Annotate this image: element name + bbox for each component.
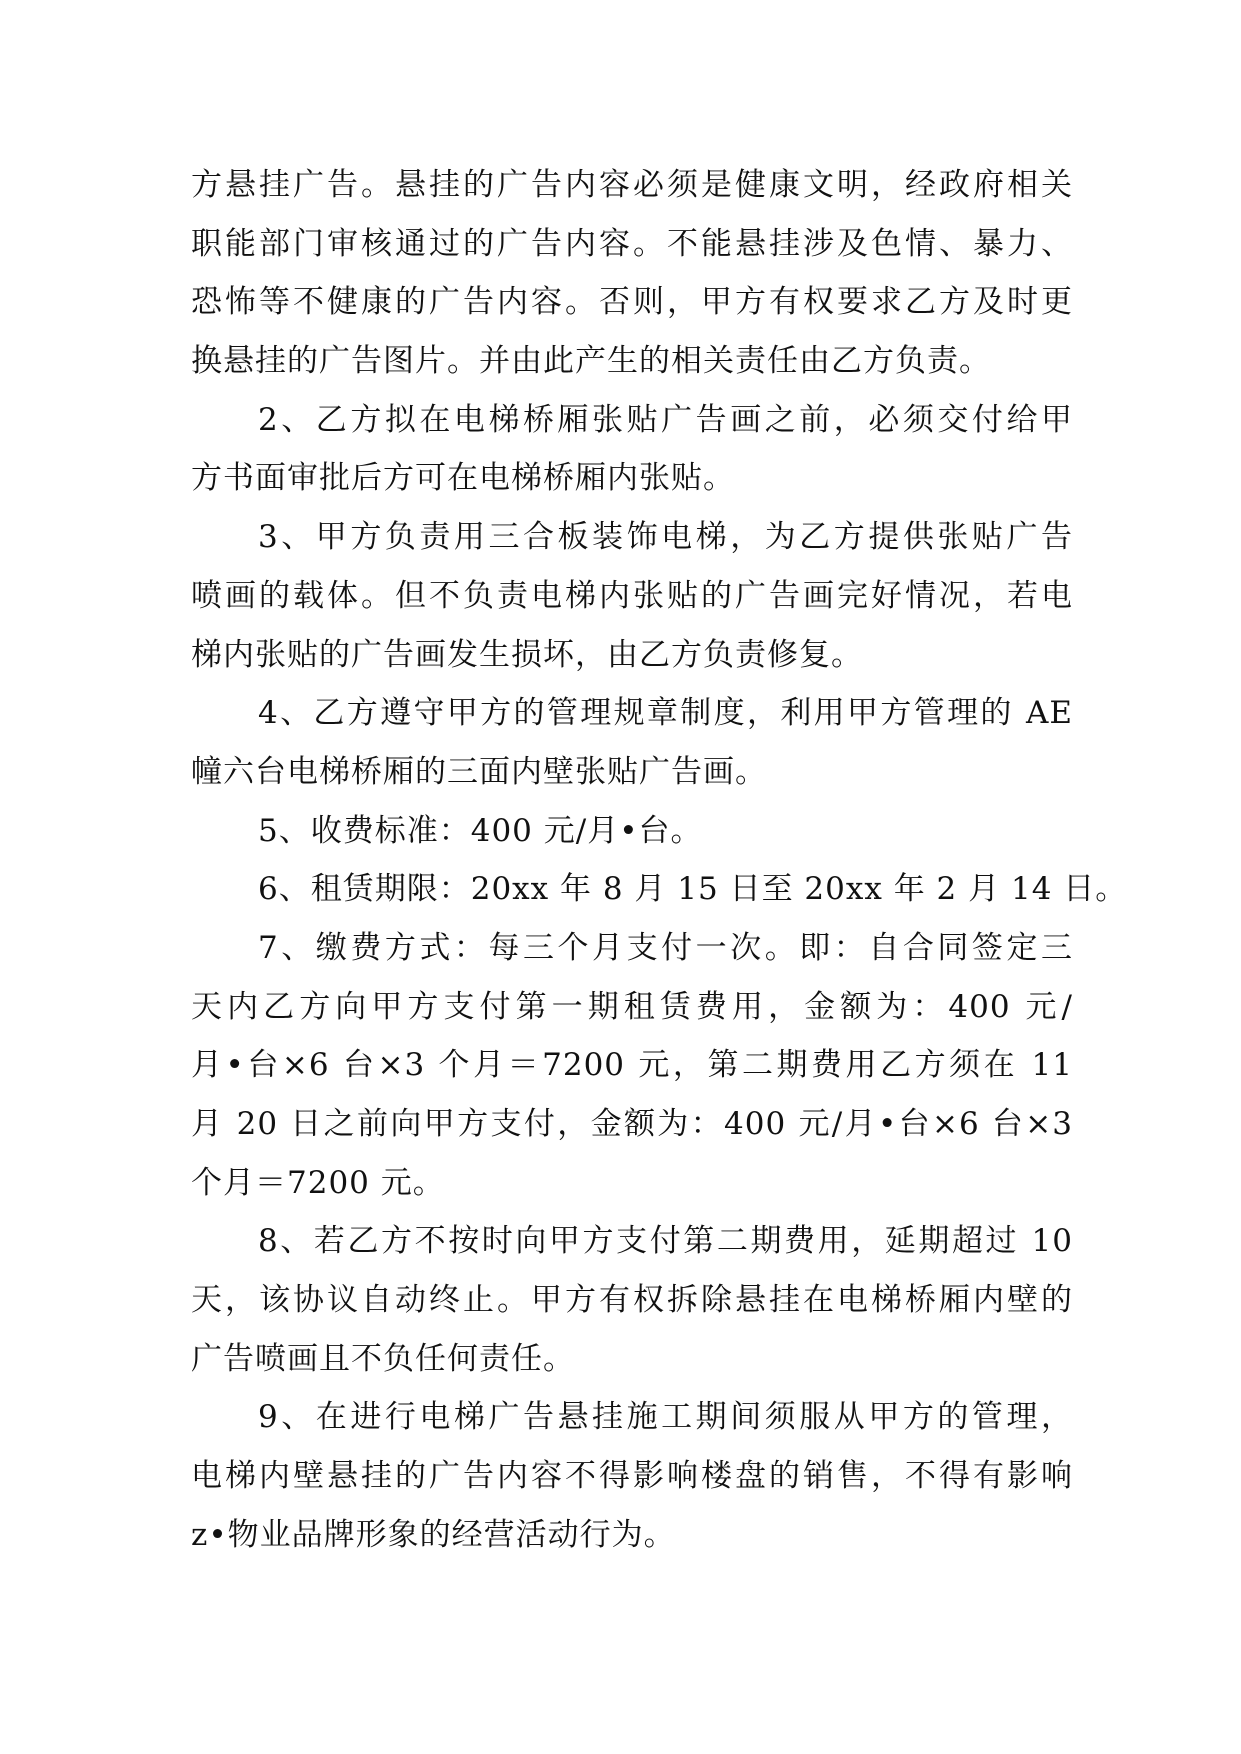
text-line: 月 20 日之前向甲方支付，金额为：400 元/月•台×6 台×3 bbox=[191, 1106, 1073, 1142]
clause-7 bbox=[191, 919, 1073, 1212]
text-line: 3、甲方负责用三合板装饰电梯，为乙方提供张贴广告 bbox=[258, 519, 1073, 556]
clause-2 bbox=[191, 391, 1073, 508]
text-line: 恐怖等不健康的广告内容。否则，甲方有权要求乙方及时更 bbox=[191, 284, 1073, 321]
text-line: 幢六台电梯桥厢的三面内壁张贴广告画。 bbox=[191, 753, 767, 790]
text-line: 梯内张贴的广告画发生损坏，由乙方负责修复。 bbox=[191, 636, 863, 673]
text-line: 5、收费标准：400 元/月•台。 bbox=[258, 812, 703, 849]
text-line: 电梯内壁悬挂的广告内容不得影响楼盘的销售，不得有影响 bbox=[191, 1458, 1073, 1495]
text-line: z•物业品牌形象的经营活动行为。 bbox=[191, 1516, 676, 1553]
text-line: 月•台×6 台×3 个月＝7200 元，第二期费用乙方须在 11 bbox=[191, 1047, 1073, 1084]
text-line: 4、乙方遵守甲方的管理规章制度，利用甲方管理的 AE bbox=[258, 695, 1073, 732]
text-line: 天内乙方向甲方支付第一期租赁费用，金额为：400 元/ bbox=[191, 988, 1073, 1025]
text-line: 6、租赁期限：20xx 年 8 月 15 日至 20xx 年 2 月 14 日。 bbox=[258, 871, 1128, 908]
text-line: 喷画的载体。但不负责电梯内张贴的广告画完好情况，若电 bbox=[191, 577, 1073, 614]
text-line: 8、若乙方不按时向甲方支付第二期费用，延期超过 10 bbox=[258, 1223, 1073, 1260]
text-line: 换悬挂的广告图片。并由此产生的相关责任由乙方负责。 bbox=[191, 343, 991, 380]
clause-3 bbox=[191, 508, 1073, 684]
text-line: 9、在进行电梯广告悬挂施工期间须服从甲方的管理， bbox=[258, 1399, 1073, 1436]
clause-9 bbox=[191, 1388, 1073, 1564]
clause-6 bbox=[191, 860, 1128, 919]
document-body bbox=[191, 156, 1128, 1565]
text-line: 个月＝7200 元。 bbox=[191, 1164, 445, 1201]
text-line: 广告喷画且不负任何责任。 bbox=[191, 1340, 575, 1377]
clause-4 bbox=[191, 684, 1073, 801]
clause-5 bbox=[191, 802, 1073, 861]
text-line: 方悬挂广告。悬挂的广告内容必须是健康文明，经政府相关 bbox=[191, 167, 1073, 203]
clause-8 bbox=[191, 1212, 1073, 1388]
text-line: 7、缴费方式：每三个月支付一次。即：自合同签定三 bbox=[258, 929, 1073, 966]
text-line: 2、乙方拟在电梯桥厢张贴广告画之前，必须交付给甲 bbox=[258, 401, 1073, 438]
text-line: 天，该协议自动终止。甲方有权拆除悬挂在电梯桥厢内壁的 bbox=[191, 1282, 1073, 1319]
paragraph-continued bbox=[191, 156, 1073, 391]
text-line: 职能部门审核通过的广告内容。不能悬挂涉及色情、暴力、 bbox=[191, 225, 1073, 262]
text-line: 方书面审批后方可在电梯桥厢内张贴。 bbox=[191, 460, 735, 497]
